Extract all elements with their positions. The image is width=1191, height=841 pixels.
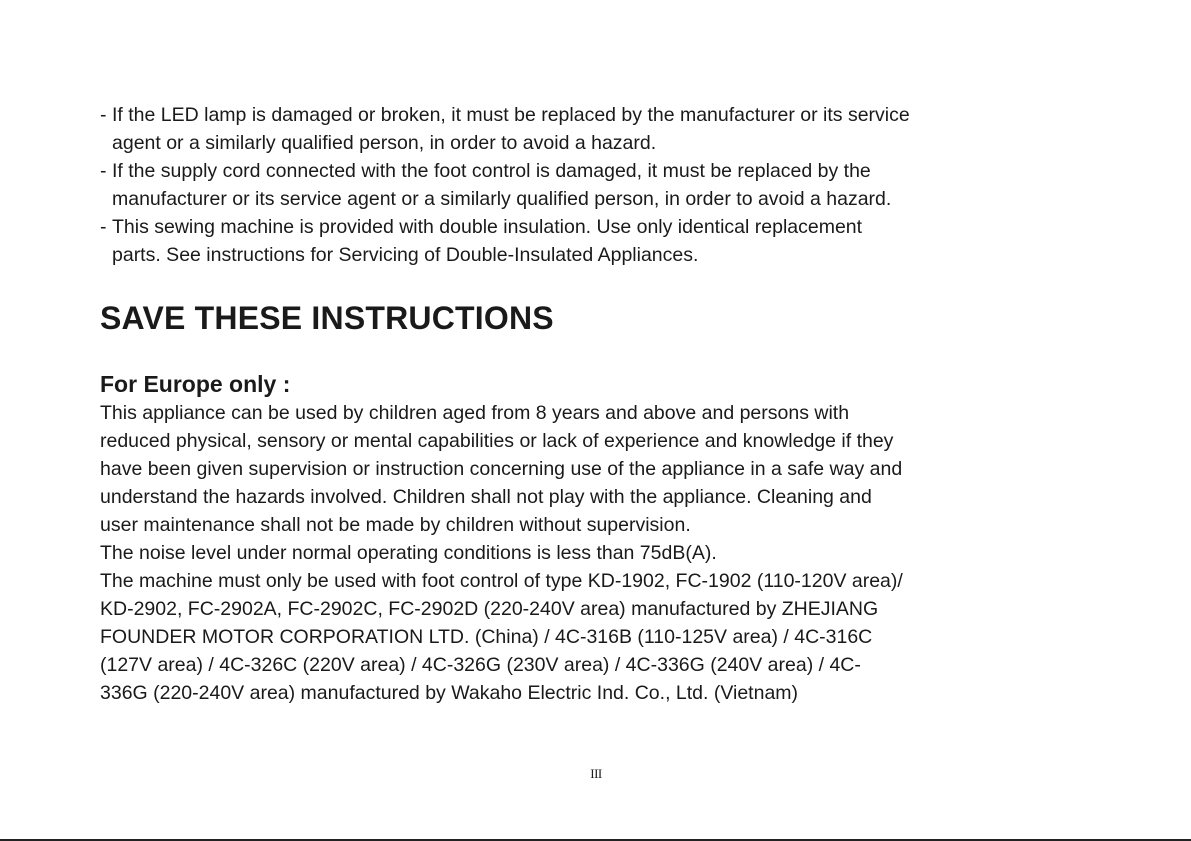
bullet-dash: -	[100, 104, 107, 126]
europe-line: KD-2902, FC-2902A, FC-2902C, FC-2902D (220-240V area) manufactured by ZHEJIANG	[100, 598, 879, 620]
safety-bullet-list	[100, 101, 1100, 269]
bullet-line: If the supply cord connected with the foot control is damaged, it must be replaced by the	[112, 160, 871, 182]
europe-line: reduced physical, sensory or mental capabilities or lack of experience and knowledge if they	[100, 430, 894, 452]
europe-line: (127V area) / 4C-326C (220V area) / 4C-326G (230V area) / 4C-336G (240V area) / 4C-	[100, 654, 861, 676]
bullet-line: agent or a similarly qualified person, in order to avoid a hazard.	[112, 132, 657, 154]
europe-line: This appliance can be used by children aged from 8 years and above and persons with	[100, 402, 850, 424]
europe-line: The noise level under normal operating conditions is less than 75dB(A).	[100, 542, 717, 564]
bullet-led-lamp	[100, 101, 1100, 157]
europe-line: have been given supervision or instruction concerning use of the appliance in a safe way and	[100, 458, 903, 480]
europe-section-heading: For Europe only :	[100, 371, 291, 397]
page-number: III	[590, 766, 602, 781]
bullet-line: manufacturer or its service agent or a similarly qualified person, in order to avoid a hazard.	[112, 188, 892, 210]
bullet-dash: -	[100, 216, 107, 238]
bullet-line: If the LED lamp is damaged or broken, it must be replaced by the manufacturer or its service	[112, 104, 910, 126]
bullet-dash: -	[100, 160, 107, 182]
europe-line: user maintenance shall not be made by children without supervision.	[100, 514, 691, 536]
bullet-line: This sewing machine is provided with double insulation. Use only identical replacement	[112, 216, 863, 238]
save-instructions-heading: SAVE THESE INSTRUCTIONS	[100, 300, 554, 336]
europe-line: understand the hazards involved. Children shall not play with the appliance. Cleaning and	[100, 486, 872, 508]
bullet-line: parts. See instructions for Servicing of Double-Insulated Appliances.	[112, 244, 699, 266]
europe-line: 336G (220-240V area) manufactured by Wakaho Electric Ind. Co., Ltd. (Vietnam)	[100, 682, 799, 704]
europe-section-body	[100, 399, 1110, 707]
bullet-double-insulation	[100, 213, 1100, 269]
europe-line: The machine must only be used with foot control of type KD-1902, FC-1902 (110-120V area)/	[100, 570, 903, 592]
europe-line: FOUNDER MOTOR CORPORATION LTD. (China) / 4C-316B (110-125V area) / 4C-316C	[100, 626, 873, 648]
bullet-supply-cord	[100, 157, 1100, 213]
